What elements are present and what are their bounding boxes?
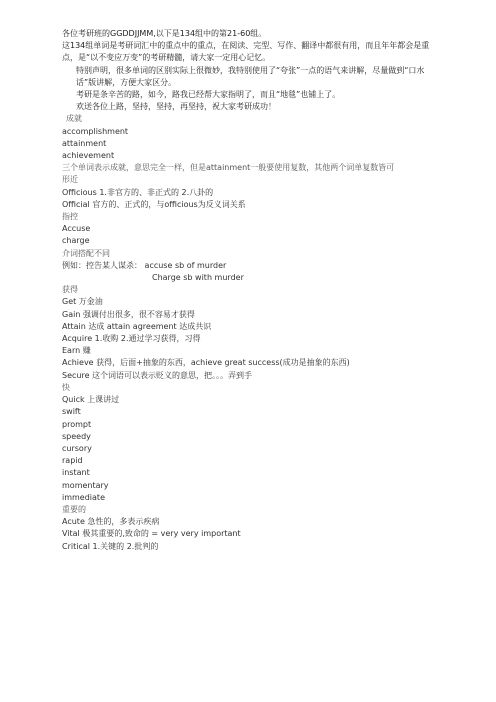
vocab-word: Accuse <box>62 224 91 234</box>
vocab-word: Get 万金油 <box>62 297 103 307</box>
vocab-word: cursory <box>62 443 92 453</box>
vocab-word: Officious 1.非官方的、非正式的 2.八卦的 <box>62 187 214 197</box>
vocab-word: Earn 赚 <box>62 346 91 356</box>
section-heading: 重要的 <box>62 504 86 514</box>
example-line: Charge sb with murder <box>152 273 244 283</box>
section-heading: 成就 <box>66 114 82 124</box>
intro-paragraph: 特别声明，很多单词的区别实际上很微妙，我特别使用了“夸张”一点的语气来讲解，尽量做到“口水话”版讲解，方便大家区分。 <box>76 65 425 87</box>
vocab-word: momentary <box>62 480 109 490</box>
vocab-word: Attain 达成 attain agreement 达成共识 <box>62 321 212 331</box>
intro-paragraph: 这134组单词是考研词汇中的重点中的重点，在阅读、完型、写作、翻译中都很有用，而且年年都会是重点，是“以不变应万变”的考研精髓，请大家一定用心记忆。 <box>62 41 430 63</box>
section-heading: 介词搭配不同 <box>62 248 110 258</box>
section-heading: 形近 <box>62 175 78 185</box>
vocab-word: swift <box>62 407 81 417</box>
vocab-word: Quick 上课讲过 <box>62 395 120 405</box>
intro-line: 各位考研班的GGDDJJMM,以下是134组中的第21-60组。 <box>62 29 267 38</box>
vocab-word: immediate <box>62 492 105 502</box>
vocab-word: speedy <box>62 431 91 441</box>
intro-line: 欢送各位上路，坚持，坚持，再坚持，祝大家考研成功！ <box>76 102 276 112</box>
vocab-word: Critical 1.关键的 2.批判的 <box>62 541 159 551</box>
vocab-word: Achieve 获得，后面+抽象的东西，achieve great success(成功是抽象的东西) <box>62 358 350 368</box>
intro-line: 考研是条辛苦的路，如今，路我已经帮大家指明了，而且“地毯”也铺上了。 <box>76 90 341 100</box>
vocab-word: Vital 极其重要的,致命的 = very very important <box>62 529 241 539</box>
section-heading: 快 <box>62 382 70 392</box>
example-line: 例如：控告某人谋杀： accuse sb of murder <box>62 260 227 270</box>
vocab-word: Official 官方的、正式的，与officious为反义词关系 <box>62 199 246 209</box>
vocab-word: Gain 强调付出很多，很不容易才获得 <box>62 309 195 319</box>
section-heading: 指控 <box>62 212 78 222</box>
vocab-note: 三个单词表示成就，意思完全一样，但是attainment一般要使用复数，其他两个词单复数皆可 <box>62 163 395 173</box>
vocab-word: Acute 急性的，多表示疾病 <box>62 517 160 527</box>
document-body <box>62 28 436 553</box>
vocab-word: charge <box>62 236 90 246</box>
vocab-word: attainment <box>62 138 107 148</box>
vocab-word: achievement <box>62 151 115 161</box>
vocab-word: Secure 这个词语可以表示贬义的意思，把。。。弄到手 <box>62 370 253 380</box>
vocab-word: Acquire 1.收购 2.通过学习获得，习得 <box>62 334 201 344</box>
vocab-word: accomplishment <box>62 126 129 136</box>
vocab-word: rapid <box>62 456 83 466</box>
section-heading: 获得 <box>62 285 78 295</box>
vocab-word: prompt <box>62 419 92 429</box>
vocab-word: instant <box>62 468 90 478</box>
